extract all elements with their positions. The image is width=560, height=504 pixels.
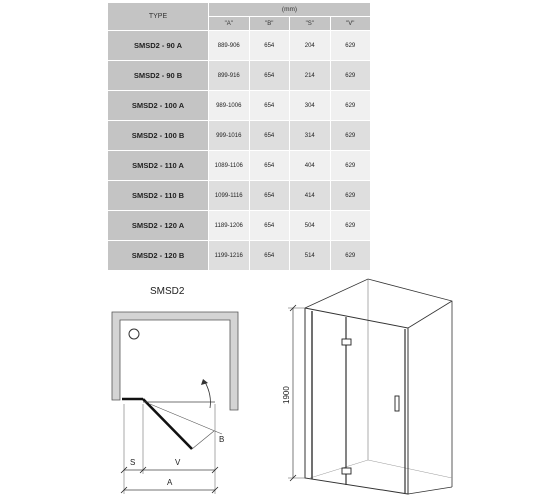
bottom-hinge-icon bbox=[342, 468, 351, 474]
dim-header-v: "V" bbox=[330, 17, 371, 31]
dim-header-a: "A" bbox=[209, 17, 250, 31]
cell-a: 1189-1206 bbox=[209, 211, 250, 241]
cell-a: 989-1006 bbox=[209, 91, 250, 121]
cell-v: 629 bbox=[330, 211, 371, 241]
row-type: SMSD2 - 110 A bbox=[108, 151, 209, 181]
cell-v: 629 bbox=[330, 241, 371, 271]
cell-s: 504 bbox=[290, 211, 331, 241]
label-s: S bbox=[130, 458, 136, 467]
cell-s: 214 bbox=[290, 61, 331, 91]
row-type: SMSD2 - 100 B bbox=[108, 121, 209, 151]
plan-title: SMSD2 bbox=[150, 286, 185, 297]
cell-v: 629 bbox=[330, 181, 371, 211]
cell-b: 654 bbox=[249, 181, 290, 211]
cell-a: 1089-1106 bbox=[209, 151, 250, 181]
cell-v: 629 bbox=[330, 121, 371, 151]
row-type: SMSD2 - 120 A bbox=[108, 211, 209, 241]
arrow-icon bbox=[201, 379, 208, 385]
label-a: A bbox=[167, 478, 173, 487]
cell-b: 654 bbox=[249, 61, 290, 91]
cell-a: 1199-1216 bbox=[209, 241, 250, 271]
cell-s: 414 bbox=[290, 181, 331, 211]
label-b: B bbox=[219, 435, 225, 444]
cell-b: 654 bbox=[249, 151, 290, 181]
cell-b: 654 bbox=[249, 31, 290, 61]
cell-a: 899-916 bbox=[209, 61, 250, 91]
row-type: SMSD2 - 90 A bbox=[108, 31, 209, 61]
front-frame bbox=[305, 308, 408, 494]
dim-header-b: "B" bbox=[249, 17, 290, 31]
cell-s: 314 bbox=[290, 121, 331, 151]
swing-door-panel bbox=[143, 399, 192, 449]
cell-v: 629 bbox=[330, 151, 371, 181]
cell-v: 629 bbox=[330, 61, 371, 91]
drain-icon bbox=[129, 329, 139, 339]
swing-arc bbox=[205, 382, 210, 408]
cell-b: 654 bbox=[249, 121, 290, 151]
plan-walls bbox=[112, 312, 238, 410]
row-type: SMSD2 - 100 A bbox=[108, 91, 209, 121]
cell-b: 654 bbox=[249, 211, 290, 241]
top-hinge-icon bbox=[342, 339, 351, 345]
cell-s: 404 bbox=[290, 151, 331, 181]
unit-header: (mm) bbox=[209, 3, 371, 17]
dim-header-s: "S" bbox=[290, 17, 331, 31]
cell-s: 514 bbox=[290, 241, 331, 271]
row-type: SMSD2 - 90 B bbox=[108, 61, 209, 91]
type-column-header: TYPE bbox=[108, 3, 209, 31]
row-type: SMSD2 - 110 B bbox=[108, 181, 209, 211]
height-label: 1900 bbox=[282, 386, 291, 404]
cell-a: 999-1016 bbox=[209, 121, 250, 151]
cell-b: 654 bbox=[249, 241, 290, 271]
door-handle-icon bbox=[395, 396, 399, 411]
dim-extension-b bbox=[192, 431, 214, 449]
cell-v: 629 bbox=[330, 91, 371, 121]
cell-s: 304 bbox=[290, 91, 331, 121]
cell-s: 204 bbox=[290, 31, 331, 61]
elevation-drawing bbox=[288, 279, 452, 494]
label-v: V bbox=[175, 458, 181, 467]
row-type: SMSD2 - 120 B bbox=[108, 241, 209, 271]
cell-a: 889-906 bbox=[209, 31, 250, 61]
enclosure-back-outline bbox=[305, 279, 452, 487]
cell-a: 1099-1116 bbox=[209, 181, 250, 211]
cell-b: 654 bbox=[249, 91, 290, 121]
cell-v: 629 bbox=[330, 31, 371, 61]
